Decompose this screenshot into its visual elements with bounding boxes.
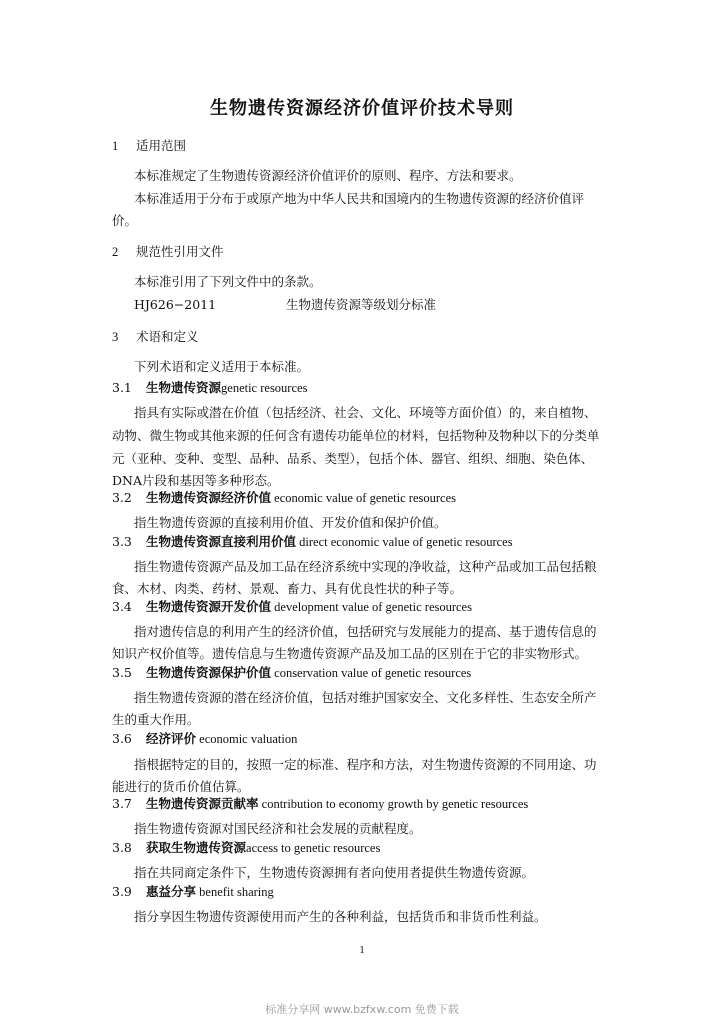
term-3-1-line-3: 元（亚种、变种、变型、品种、品系、类型），包括个体、器官、组织、细胞、染色体、 [112, 451, 594, 466]
term-3-1-line-2: 动物、微生物或其他来源的任何含有遗传功能单位的材料，包括物种及物种以下的分类单 [112, 428, 600, 443]
term-3-5-line-2: 生的重大作用。 [112, 712, 200, 727]
section-1-paragraph-1: 本标准规定了生物遗传资源经济价值评价的原则、程序、方法和要求。 [134, 168, 522, 183]
section-1-heading: 1 适用范围 [112, 138, 187, 153]
term-3-9-heading: 3.9 惠益分享 benefit sharing [112, 884, 274, 899]
term-3-4-heading: 3.4 生物遗传资源开发价值 development value of genetic resources [112, 599, 472, 614]
term-3-3-line-2: 食、木材、肉类、药材、景观、畜力、具有优良性状的种子等。 [112, 581, 463, 596]
section-3-heading: 3 术语和定义 [112, 329, 199, 344]
term-3-6-heading: 3.6 经济评价 economic valuation [112, 731, 298, 746]
term-3-3-heading: 3.3 生物遗传资源直接利用价值 direct economic value of genetic resources [112, 534, 513, 549]
watermark-footer: 标准分享网 www.bzfxw.com 免费下载 [265, 1003, 459, 1016]
term-3-8-line-1: 指在共同商定条件下，生物遗传资源拥有者向使用者提供生物遗传资源。 [134, 865, 535, 880]
term-3-7-heading: 3.7 生物遗传资源贡献率 contribution to economy growth by genetic resources [112, 796, 529, 811]
term-3-1-heading: 3.1 生物遗传资源genetic resources [112, 380, 308, 395]
section-2-heading: 2 规范性引用文件 [112, 244, 224, 259]
section-1-paragraph-2-cont: 价。 [112, 213, 138, 228]
term-3-2-heading: 3.2 生物遗传资源经济价值 economic value of genetic resources [112, 490, 457, 505]
term-3-1-line-4: DNA片段和基因等多种形态。 [112, 473, 280, 488]
term-3-4-line-2: 知识产权价值等。遗传信息与生物遗传资源产品及加工品的区别在于它的非实物形式。 [112, 646, 588, 661]
document-title: 生物遗传资源经济价值评价技术导则 [210, 98, 514, 119]
term-3-1-line-1: 指具有实际或潜在价值（包括经济、社会、文化、环境等方面价值）的，来自植物、 [134, 405, 597, 420]
term-3-2-line-1: 指生物遗传资源的直接利用价值、开发价值和保护价值。 [134, 515, 447, 530]
term-3-4-line-1: 指对遗传信息的利用产生的经济价值，包括研究与发展能力的提高、基于遗传信息的 [134, 624, 597, 639]
reference-code: HJ626−2011 [134, 297, 217, 312]
page-number: 1 [359, 944, 365, 956]
term-3-3-line-1: 指生物遗传资源产品及加工品在经济系统中实现的净收益，这种产品或加工品包括粮 [134, 559, 597, 574]
section-1-paragraph-2: 本标准适用于分布于或原产地为中华人民共和国境内的生物遗传资源的经济价值评 [134, 191, 585, 206]
term-3-5-line-1: 指生物遗传资源的潜在经济价值，包括对维护国家安全、文化多样性、生态安全所产 [134, 690, 597, 705]
term-3-7-line-1: 指生物遗传资源对国民经济和社会发展的贡献程度。 [134, 821, 422, 836]
term-3-5-heading: 3.5 生物遗传资源保护价值 conservation value of genetic resources [112, 665, 472, 680]
section-2-paragraph: 本标准引用了下列文件中的条款。 [134, 274, 322, 289]
term-3-6-line-1: 指根据特定的目的，按照一定的标准、程序和方法，对生物遗传资源的不同用途、功 [134, 757, 597, 772]
section-3-intro: 下列术语和定义适用于本标准。 [134, 359, 310, 374]
reference-title: 生物遗传资源等级划分标准 [286, 297, 437, 312]
term-3-6-line-2: 能进行的货币价值估算。 [112, 779, 250, 794]
term-3-9-line-1: 指分享因生物遗传资源使用而产生的各种利益，包括货币和非货币性利益。 [134, 909, 547, 924]
term-3-8-heading: 3.8 获取生物遗传资源access to genetic resources [112, 840, 381, 855]
